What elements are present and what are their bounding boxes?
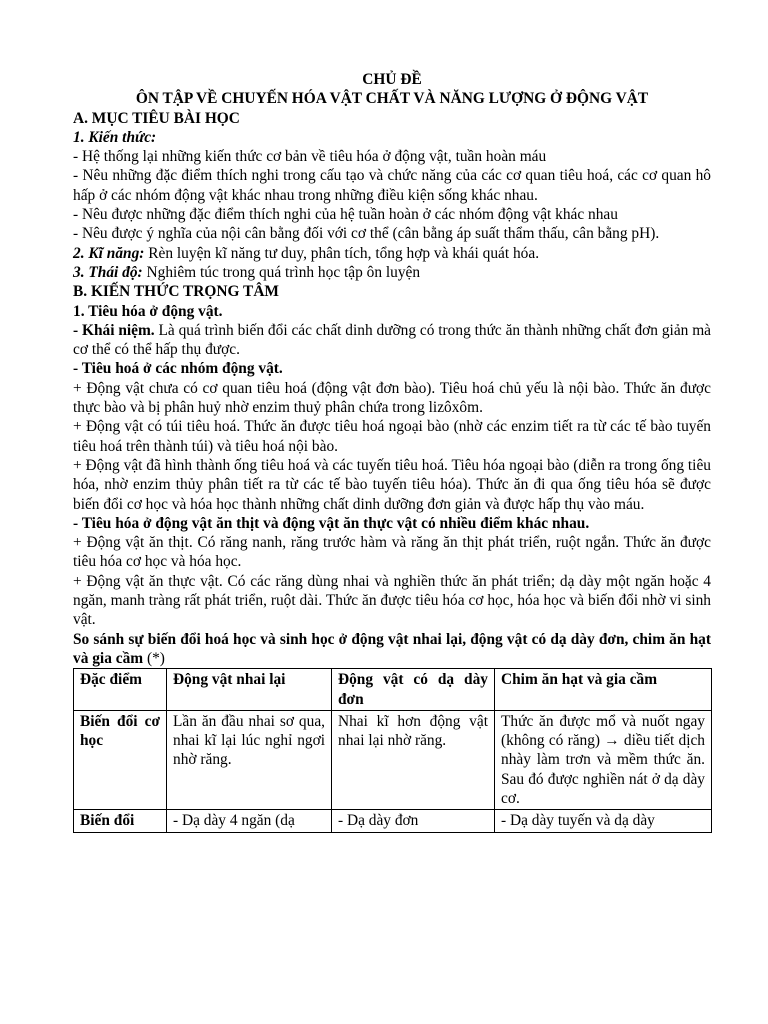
digestion-subheading: 1. Tiêu hóa ở động vật. xyxy=(73,302,223,320)
knowledge-item: - Nêu được những đặc điểm thích nghi của hệ tuần hoàn ở các nhóm động vật khác nhau xyxy=(73,206,618,224)
table-header-row xyxy=(74,669,712,711)
herbivore-paragraph: + Động vật ăn thực vật. Có các răng dùng nhai và nghiền thức ăn phát triển; dạ dày một ngăn hoặc 4 ngăn, manh tràng rất phát triển, ruột dài. Thức ăn được tiêu hóa cơ học, hóa học và biến đổi nhờ vi sinh vật. xyxy=(73,572,711,629)
table-row xyxy=(74,810,712,832)
compare-heading-text: So sánh sự biến đổi hoá học và sinh học ở động vật nhai lại, động vật có dạ dày đơn, chim ăn hạt và gia cầm xyxy=(73,630,711,667)
table-cell: Lần ăn đầu nhai sơ qua, nhai kĩ lại lúc nghỉ ngơi nhờ răng. xyxy=(167,710,332,809)
attitude-label: 3. Thái độ: xyxy=(73,263,143,281)
table-cell: - Dạ dày 4 ngăn (dạ xyxy=(167,810,332,832)
table-row-label: Biến đổi cơ học xyxy=(74,710,167,809)
table-header-cell: Đặc điểm xyxy=(74,669,167,711)
group-paragraph: + Động vật có túi tiêu hoá. Thức ăn được tiêu hoá ngoại bào (nhờ các enzim tiết ra từ các tế bào tuyến tiêu hoá trên thành túi) và tiêu hoá nội bào. xyxy=(73,418,711,455)
concept-text: Là quá trình biến đổi các chất dinh dưỡng có trong thức ăn thành những chất đơn giản mà cơ thể có thể hấp thụ được. xyxy=(73,321,711,359)
compare-mark: (*) xyxy=(143,649,165,667)
table-header-cell: Động vật nhai lại xyxy=(167,669,332,711)
diet-heading: - Tiêu hóa ở động vật ăn thịt và động vật ăn thực vật có nhiều điểm khác nhau. xyxy=(73,514,590,532)
knowledge-item: - Nêu những đặc điểm thích nghi trong cấu tạo và chức năng của các cơ quan tiêu hoá, các cơ quan hô hấp ở các nhóm động vật khác nhau trong những điều kiện sống khác nhau. xyxy=(73,167,711,204)
group-paragraph: + Động vật chưa có cơ quan tiêu hoá (động vật đơn bào). Tiêu hoá chủ yếu là nội bào. Thức ăn được thực bào và bị phân huỷ nhờ enzim thuỷ phân chứa trong lizôxôm. xyxy=(73,379,711,417)
skills-text: Rèn luyện kĩ năng tư duy, phân tích, tổng hợp và khái quát hóa. xyxy=(144,244,540,262)
knowledge-item: - Hệ thống lại những kiến thức cơ bản về tiêu hóa ở động vật, tuần hoàn máu xyxy=(73,148,547,166)
table-cell: - Dạ dày đơn xyxy=(332,810,495,832)
table-cell: - Dạ dày tuyến và dạ dày xyxy=(495,810,712,832)
topic-heading: CHỦ ĐỀ xyxy=(362,71,422,88)
attitude-text: Nghiêm túc trong quá trình học tập ôn luyện xyxy=(142,263,421,281)
carnivore-paragraph: + Động vật ăn thịt. Có răng nanh, răng trước hàm và răng ăn thịt phát triển, ruột ngắn. Thức ăn được tiêu hóa cơ học và hóa học. xyxy=(73,534,711,571)
table-row-label: Biến đổi xyxy=(74,810,167,832)
table-header-cell: Động vật có dạ dày đơn xyxy=(332,669,495,711)
table-row xyxy=(74,710,712,809)
skills-paragraph xyxy=(73,244,711,263)
concept-paragraph xyxy=(73,321,711,360)
groups-heading: - Tiêu hoá ở các nhóm động vật. xyxy=(73,360,283,378)
comparison-table xyxy=(73,668,712,832)
compare-heading xyxy=(73,630,711,669)
table-header-cell: Chim ăn hạt và gia cầm xyxy=(495,669,712,711)
concept-label: - Khái niệm. xyxy=(73,321,155,339)
table-cell: Nhai kĩ hơn động vật nhai lại nhờ răng. xyxy=(332,710,495,809)
knowledge-item: - Nêu được ý nghĩa của nội cân bằng đối với cơ thể (cân bằng áp suất thẩm thấu, cân bằng pH). xyxy=(73,225,660,243)
attitude-paragraph xyxy=(73,263,711,282)
table-cell: Thức ăn được mổ và nuốt ngay (không có răng) → diều tiết dịch nhày làm trơn và mềm thức ăn. Sau đó được nghiền nát ở dạ dày cơ. xyxy=(495,710,712,809)
document-title: ÔN TẬP VỀ CHUYẾN HÓA VẬT CHẤT VÀ NĂNG LƯỢNG Ở ĐỘNG VẬT xyxy=(135,90,649,108)
section-a-heading: A. MỤC TIÊU BÀI HỌC xyxy=(73,109,240,127)
knowledge-label: 1. Kiến thức: xyxy=(73,128,157,146)
skills-label: 2. Kĩ năng: xyxy=(73,244,145,262)
section-b-heading: B. KIẾN THỨC TRỌNG TÂM xyxy=(73,283,279,301)
document-page xyxy=(73,70,711,833)
group-paragraph: + Động vật đã hình thành ống tiêu hoá và các tuyến tiêu hoá. Tiêu hóa ngoại bào (diễn ra trong ống tiêu hóa, nhờ enzim thủy phân tiết ra từ các tế bào tuyến tiêu hóa). Thức ăn đi qua ống tiêu hóa sẽ được biến đổi cơ học và hóa học thành những chất dinh dưỡng đơn giản và được hấp thụ vào máu. xyxy=(73,456,711,513)
